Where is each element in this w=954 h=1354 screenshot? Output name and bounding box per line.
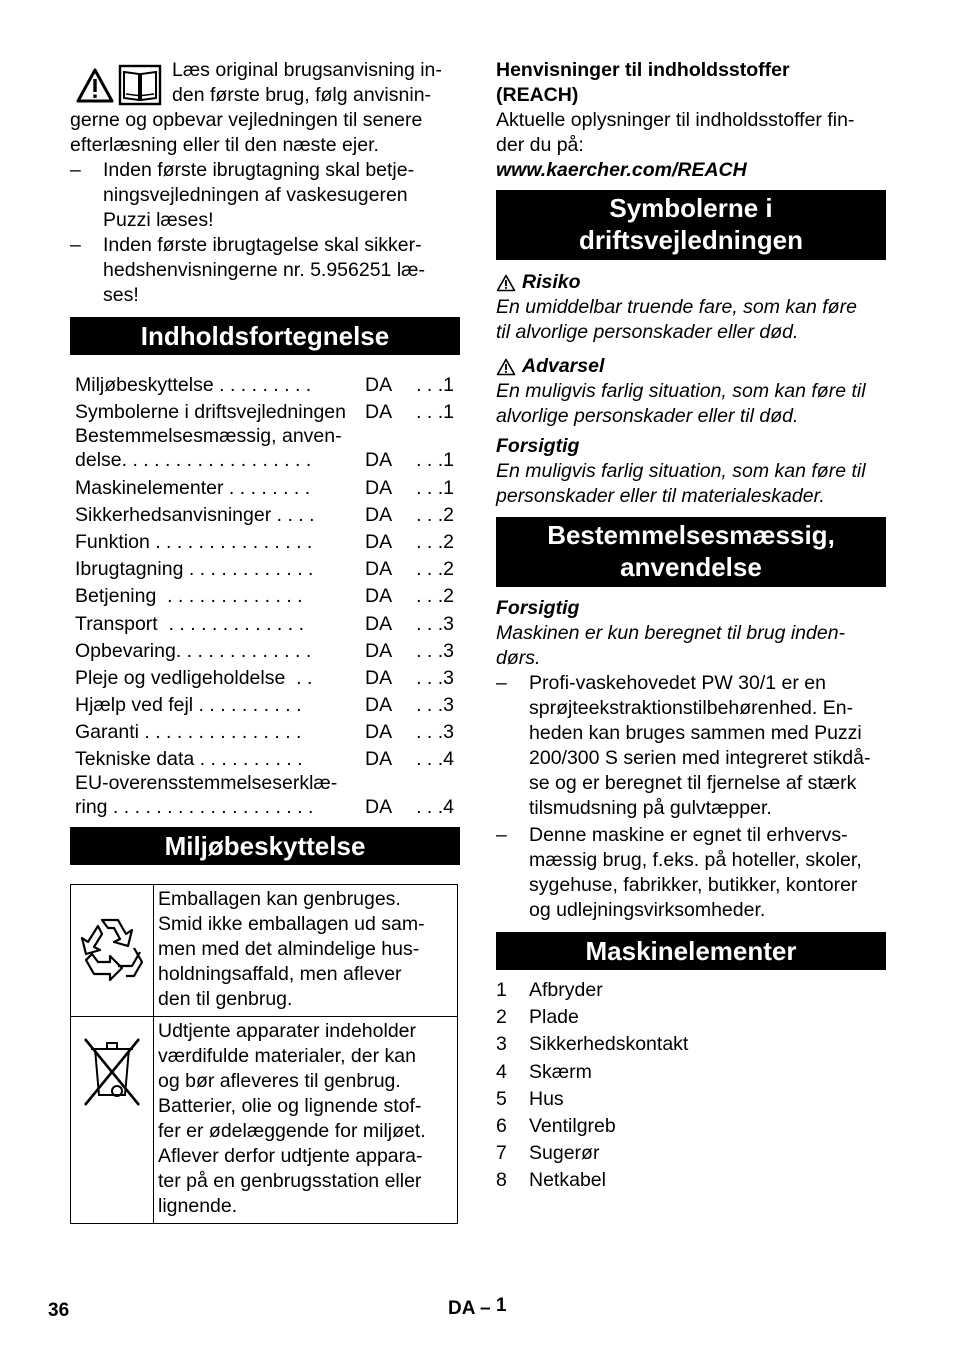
environment-table	[70, 884, 458, 1224]
reach-heading-line: Henvisninger til indholdsstoffer	[496, 59, 790, 81]
toc-entry-title: Symbolerne i driftsvejledningen	[75, 401, 346, 424]
text-line: lignende.	[158, 1195, 238, 1218]
toc-entry[interactable]	[75, 747, 454, 774]
toc-entry-page: . . .1	[416, 374, 454, 397]
bullet-line: Inden første ibrugtagelse skal sikker-	[103, 234, 422, 256]
list-item	[496, 671, 886, 821]
footer-section-page: 1	[495, 1295, 507, 1316]
toc-entry-title: Opbevaring. . . . . . . . . . . . .	[75, 639, 312, 662]
toc-entry[interactable]	[75, 530, 454, 557]
text-line: Batterier, olie og lignende stof-	[158, 1095, 422, 1118]
toc-entry-lang: DA	[365, 558, 393, 581]
toc-entry-lang: DA	[365, 748, 393, 771]
toc-entry[interactable]	[75, 639, 454, 666]
section-page-footer	[448, 1296, 506, 1321]
toc-entry-lang: DA	[365, 374, 393, 397]
intended-use-heading-line: anvendelse	[620, 552, 762, 582]
toc-entry-title: Maskinelementer . . . . . . . .	[75, 476, 311, 499]
toc-entry-title: Pleje og vedligeholdelse . .	[75, 666, 313, 689]
toc-entry-page: . . .2	[416, 585, 454, 608]
caution-text-line: dørs.	[496, 647, 541, 669]
toc-entry-title: Bestemmelsesmæssig, anven-	[75, 425, 342, 448]
item-label: Plade	[529, 1006, 579, 1029]
toc-entry[interactable]	[75, 693, 454, 720]
dash-bullet: –	[70, 234, 81, 256]
bullet-line: se og er beregnet til fjernelse af stærk	[529, 772, 857, 794]
reach-heading	[496, 58, 886, 108]
list-item	[496, 1060, 886, 1087]
intended-use-heading	[496, 517, 886, 587]
text-line: fer er ødelæggende for miljøet.	[158, 1120, 426, 1143]
item-label: Ventilgreb	[529, 1114, 616, 1137]
symbol-warning	[496, 354, 886, 429]
dash-bullet: –	[496, 824, 507, 846]
bullet-line: Puzzi læses!	[103, 209, 214, 231]
toc-entry-page: . . .3	[416, 721, 454, 744]
text-line: Aflever derfor udtjente appara-	[158, 1145, 423, 1168]
caution-text-line: personskader eller til materialeskader.	[496, 485, 825, 507]
text-line: og bør afleveres til genbrug.	[158, 1070, 401, 1093]
recycle-icon	[74, 908, 150, 986]
toc-entry-lang: DA	[365, 503, 393, 526]
toc-entry-page: . . .4	[416, 796, 454, 819]
list-item	[496, 823, 886, 923]
intended-use-caution	[496, 596, 886, 671]
bullet-line: heden kan bruges sammen med Puzzi	[529, 722, 862, 744]
table-row	[71, 885, 458, 1017]
toc-entry-page: . . .3	[416, 612, 454, 635]
warning-label-row	[496, 354, 886, 379]
toc-heading: Indholdsfortegnelse	[70, 317, 460, 355]
item-number: 3	[496, 1033, 507, 1056]
toc-entry[interactable]	[75, 475, 454, 502]
item-label: Afbryder	[529, 979, 603, 1001]
crossed-bin-icon	[79, 1031, 145, 1111]
text-line: værdifulde materialer, der kan	[158, 1045, 416, 1068]
item-number: 4	[496, 1060, 507, 1083]
table-of-contents	[75, 373, 454, 822]
dash-bullet: –	[496, 672, 507, 694]
caution-label: Forsigtig	[496, 597, 580, 619]
item-label: Skærm	[529, 1060, 592, 1083]
machine-elements-heading: Maskinelementer	[496, 932, 886, 970]
symbol-risk	[496, 270, 886, 345]
toc-entry-title: Hjælp ved fejl . . . . . . . . . .	[75, 694, 302, 717]
toc-entry[interactable]	[75, 557, 454, 584]
warning-text-line: alvorlige personskader eller til død.	[496, 405, 799, 427]
toc-entry-lang: DA	[365, 612, 393, 635]
footer-section: DA	[448, 1298, 475, 1319]
list-item	[496, 1087, 886, 1114]
toc-entry-lang: DA	[365, 721, 393, 744]
toc-entry-page: . . .2	[416, 558, 454, 581]
manual-book-icon	[118, 64, 162, 106]
toc-entry-lang: DA	[365, 796, 393, 819]
bullet-line: 200/300 S serien med integreret stikdå-	[529, 747, 871, 769]
risk-text-line: En umiddelbar truende fare, som kan føre	[496, 296, 857, 318]
list-item	[496, 978, 886, 1005]
caution-text-line: En muligvis farlig situation, som kan føre til	[496, 460, 866, 482]
bullet-line: Inden første ibrugtagning skal betje-	[103, 159, 415, 181]
warning-label: Advarsel	[522, 355, 605, 377]
intro-line-2: den første brug, følg anvisnin-	[172, 84, 432, 106]
machine-elements-list	[496, 978, 886, 1196]
page-number: 36	[48, 1300, 70, 1321]
recycle-text	[154, 885, 458, 1017]
bullet-line: ses!	[103, 284, 139, 306]
toc-entry-lang: DA	[365, 449, 393, 472]
toc-entry[interactable]	[75, 666, 454, 693]
intro-text-rest: gerne og opbevar vejledningen til senere efterlæsning eller til den næste ejer.	[70, 109, 423, 156]
intro-block	[70, 58, 460, 158]
symbol-caution	[496, 434, 886, 509]
risk-label: Risiko	[522, 271, 581, 293]
text-line: Smid ikke emballagen ud sam-	[158, 913, 425, 936]
bullet-line: tilsmudsning på gulvtæpper.	[529, 797, 772, 819]
toc-entry-title: Miljøbeskyttelse . . . . . . . . .	[75, 374, 312, 397]
toc-entry-page: . . .3	[416, 666, 454, 689]
bullet-line: Profi-vaskehovedet PW 30/1 er en	[529, 672, 826, 694]
right-column	[496, 58, 886, 1196]
toc-entry-page: . . .4	[416, 748, 454, 771]
toc-entry-page: . . .1	[416, 449, 454, 472]
item-number: 6	[496, 1114, 507, 1137]
toc-entry-page: . . .3	[416, 639, 454, 662]
list-item	[496, 1141, 886, 1168]
warning-icon	[76, 68, 114, 104]
risk-label-row	[496, 270, 886, 295]
text-line: Udtjente apparater indeholder	[158, 1020, 417, 1043]
list-item	[70, 233, 460, 308]
footer-dash: –	[480, 1298, 491, 1319]
bullet-line: sprøjteekstraktionstilbehørenhed. En-	[529, 697, 854, 719]
toc-entry-title: EU-overensstemmelseserklæ-	[75, 772, 338, 795]
caution-text-line: Maskinen er kun beregnet til brug inden-	[496, 622, 846, 644]
toc-entry-lang: DA	[365, 585, 393, 608]
toc-entry[interactable]	[75, 720, 454, 747]
item-number: 1	[496, 979, 507, 1001]
toc-entry[interactable]	[75, 584, 454, 611]
reach-text-line: der du på:	[496, 134, 584, 156]
toc-entry-lang: DA	[365, 530, 393, 553]
item-number: 5	[496, 1087, 507, 1110]
text-line: Emballagen kan genbruges.	[158, 888, 401, 911]
toc-entry-title: Funktion . . . . . . . . . . . . . . .	[75, 530, 313, 553]
toc-entry-title: Sikkerhedsanvisninger . . . .	[75, 503, 315, 526]
dash-bullet: –	[70, 159, 81, 181]
toc-entry-page: . . .1	[416, 401, 454, 424]
toc-entry[interactable]	[75, 400, 454, 427]
text-line: den til genbrug.	[158, 988, 293, 1011]
warning-icon	[496, 274, 516, 292]
toc-entry-lang: DA	[365, 694, 393, 717]
warning-text-line: En muligvis farlig situation, som kan føre til	[496, 380, 866, 402]
bullet-line: og udlejningsvirksomheder.	[529, 899, 766, 921]
bullet-line: hedshenvisningerne nr. 5.956251 læ-	[103, 259, 425, 281]
symbols-heading-line: driftsvejledningen	[579, 225, 803, 255]
list-item	[496, 1032, 886, 1059]
bin-icon-cell	[71, 1017, 154, 1224]
reach-text-line: Aktuelle oplysninger til indholdsstoffer fin-	[496, 109, 855, 131]
list-item	[496, 1005, 886, 1032]
environment-heading: Miljøbeskyttelse	[70, 827, 460, 865]
symbols-heading-line: Symbolerne i	[609, 193, 773, 223]
text-line: men med det almindelige hus-	[158, 938, 420, 961]
toc-entry-title: Betjening . . . . . . . . . . . . .	[75, 585, 303, 608]
table-row	[71, 1017, 458, 1224]
intended-use-bullets	[496, 671, 886, 923]
intro-line-1: Læs original brugsanvisning in-	[172, 59, 442, 81]
symbols-heading	[496, 190, 886, 260]
toc-entry-title: Transport . . . . . . . . . . . . .	[75, 612, 305, 635]
reach-heading-line: (REACH)	[496, 84, 579, 106]
bullet-line: sygehuse, fabrikker, butikker, kontorer	[529, 874, 858, 896]
toc-entry-page: . . .1	[416, 476, 454, 499]
toc-entry-page: . . .2	[416, 503, 454, 526]
item-label: Netkabel	[529, 1169, 606, 1192]
toc-entry[interactable]	[75, 611, 454, 638]
list-item	[496, 1114, 886, 1141]
toc-entry-lang: DA	[365, 401, 393, 424]
toc-entry-lang: DA	[365, 639, 393, 662]
toc-entry-lang: DA	[365, 666, 393, 689]
toc-entry-title: Tekniske data . . . . . . . . . .	[75, 748, 303, 771]
bullet-line: ningsvejledningen af vaskesugeren	[103, 184, 408, 206]
text-line: ter på en genbrugsstation eller	[158, 1170, 422, 1193]
reach-link[interactable]: www.kaercher.com/REACH	[496, 159, 747, 181]
toc-entry-title: Ibrugtagning . . . . . . . . . . . .	[75, 558, 314, 581]
caution-label: Forsigtig	[496, 435, 580, 457]
recycle-icon-cell	[71, 885, 154, 1017]
item-number: 2	[496, 1006, 507, 1029]
intro-icons	[72, 62, 166, 108]
intended-use-heading-line: Bestemmelsesmæssig,	[547, 520, 835, 550]
list-item	[496, 1168, 886, 1195]
text-line: holdningsaffald, men aflever	[158, 963, 402, 986]
toc-entry[interactable]	[75, 503, 454, 530]
left-column	[70, 58, 460, 1224]
disposal-text	[154, 1017, 458, 1224]
item-label: Sikkerhedskontakt	[529, 1033, 689, 1056]
toc-entry-title-cont: ring . . . . . . . . . . . . . . . . . . .	[75, 796, 314, 819]
list-item	[70, 158, 460, 233]
toc-entry[interactable]	[75, 427, 454, 475]
bullet-line: mæssig brug, f.eks. på hoteller, skoler,	[529, 849, 862, 871]
toc-entry-title-cont: delse. . . . . . . . . . . . . . . . . .	[75, 449, 312, 472]
item-label: Sugerør	[529, 1142, 600, 1165]
warning-icon	[496, 358, 516, 376]
intro-bullets	[70, 158, 460, 308]
toc-entry[interactable]	[75, 774, 454, 822]
toc-entry-page: . . .3	[416, 694, 454, 717]
item-label: Hus	[529, 1087, 564, 1110]
toc-entry[interactable]	[75, 373, 454, 400]
risk-text-line: til alvorlige personskader eller død.	[496, 321, 799, 343]
item-number: 8	[496, 1169, 507, 1192]
toc-entry-lang: DA	[365, 476, 393, 499]
bullet-line: Denne maskine er egnet til erhvervs-	[529, 824, 848, 846]
toc-entry-page: . . .2	[416, 530, 454, 553]
item-number: 7	[496, 1142, 507, 1165]
toc-entry-title: Garanti . . . . . . . . . . . . . . .	[75, 721, 302, 744]
